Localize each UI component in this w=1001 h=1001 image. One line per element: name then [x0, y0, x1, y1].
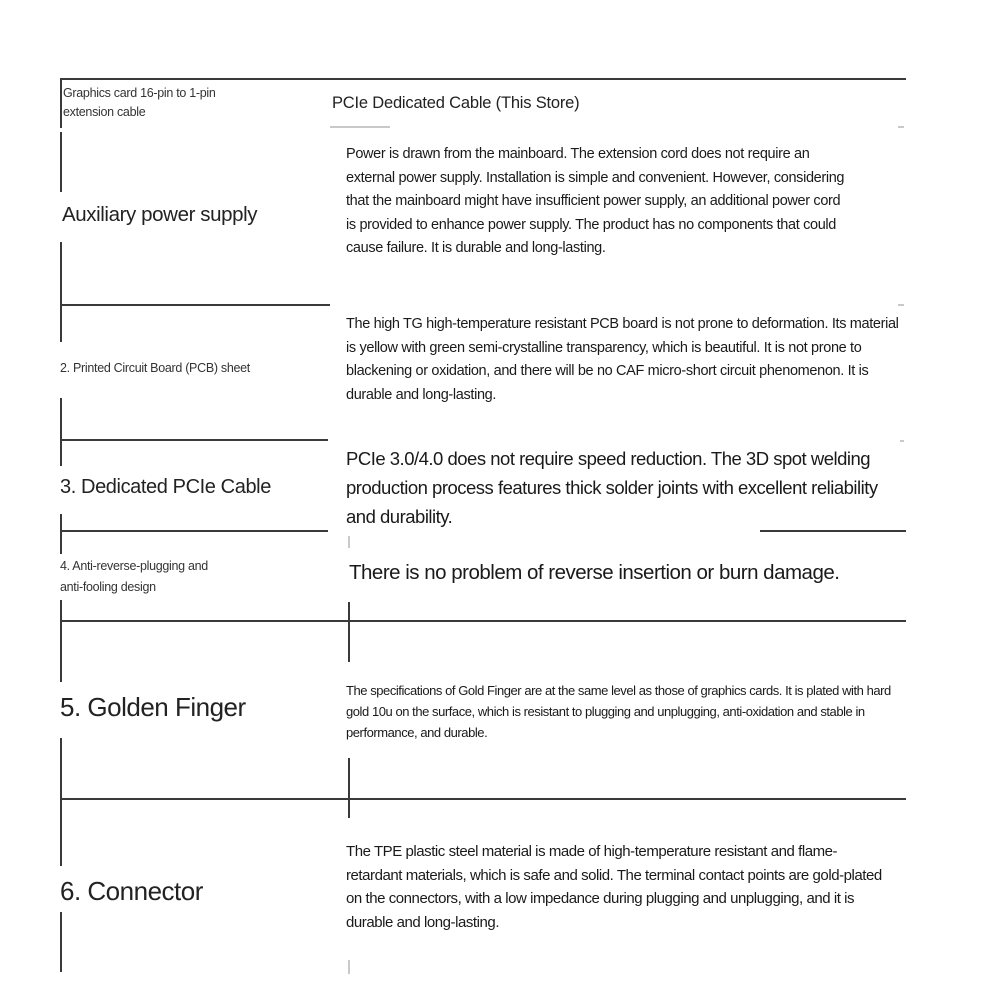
left-border-segment: [60, 738, 62, 866]
left-border-segment: [60, 912, 62, 972]
row-description: The TPE plastic steel material is made of high-temperature resistant and flame-retardant materials, which is safe and solid. The terminal contact points are gold-plated on the connectors, with a low impedance during plugging and unplugging, and it is durable and long-lasting.: [346, 843, 882, 931]
table-top-border: [60, 78, 906, 80]
header-divider-tick: [898, 126, 904, 128]
row-description: The high TG high-temperature resistant PCB board is not prone to deformation. Its material is yellow with green semi-crystalline transparency, which is beautiful. It is not prone to blackening or oxidation, and there will be no CAF micro-short circuit phenomenon. It is durable and long-lasting.: [346, 316, 899, 403]
row-label-line-2: anti-fooling design: [60, 580, 156, 594]
row-description: PCIe 3.0/4.0 does not require speed reduction. The 3D spot welding production process features thick solder joints with excellent reliability and durability.: [346, 448, 878, 527]
row-label: 2. Printed Circuit Board (PCB) sheet: [60, 361, 250, 375]
left-border-segment: [60, 514, 62, 554]
header-right-cell: PCIe Dedicated Cable (This Store): [332, 94, 580, 112]
middle-divider-segment: [348, 602, 350, 662]
row-label: 6. Connector: [60, 876, 203, 906]
left-border-segment: [60, 78, 62, 128]
row-divider-2-tick: [900, 440, 904, 442]
row-description: Power is drawn from the mainboard. The extension cord does not require an external power supply. Installation is simple and convenient. However, considering that the mainboard might have insufficient power supply, an additional power cord is provided to enhance power supply. The product has no components that could cause failure. It is durable and long-lasting.: [346, 146, 845, 256]
header-left-cell: [63, 84, 216, 122]
header-left-line-2: extension cable: [63, 105, 146, 119]
row-divider-2: [60, 439, 328, 441]
left-border-segment: [60, 242, 62, 342]
header-left-line-1: Graphics card 16-pin to 1-pin: [63, 86, 216, 100]
left-border-segment: [60, 600, 62, 682]
middle-divider-segment: [348, 758, 350, 818]
row-divider-5: [60, 798, 906, 800]
row-divider-1-tick: [898, 304, 904, 306]
row-divider-3: [60, 530, 328, 532]
left-border-segment: [60, 398, 62, 466]
row-label-line-1: 4. Anti-reverse-plugging and: [60, 559, 208, 573]
row-label: 5. Golden Finger: [60, 692, 246, 722]
row-label: Auxiliary power supply: [62, 203, 258, 226]
row-divider-1: [60, 304, 330, 306]
header-divider: [330, 126, 390, 128]
row-description: The specifications of Gold Finger are at the same level as those of graphics cards. It is plated with hard gold 10u on the surface, which is resistant to plugging and unplugging, anti-oxidation and stable in performance, and durable.: [346, 683, 891, 740]
row-label: 3. Dedicated PCIe Cable: [60, 476, 271, 498]
row-divider-4: [60, 620, 906, 622]
middle-divider-segment: [348, 960, 350, 974]
row-label: [60, 556, 208, 598]
middle-divider-segment: [348, 536, 350, 548]
row-description: There is no problem of reverse insertion or burn damage.: [349, 561, 840, 584]
left-border-segment: [60, 132, 62, 192]
